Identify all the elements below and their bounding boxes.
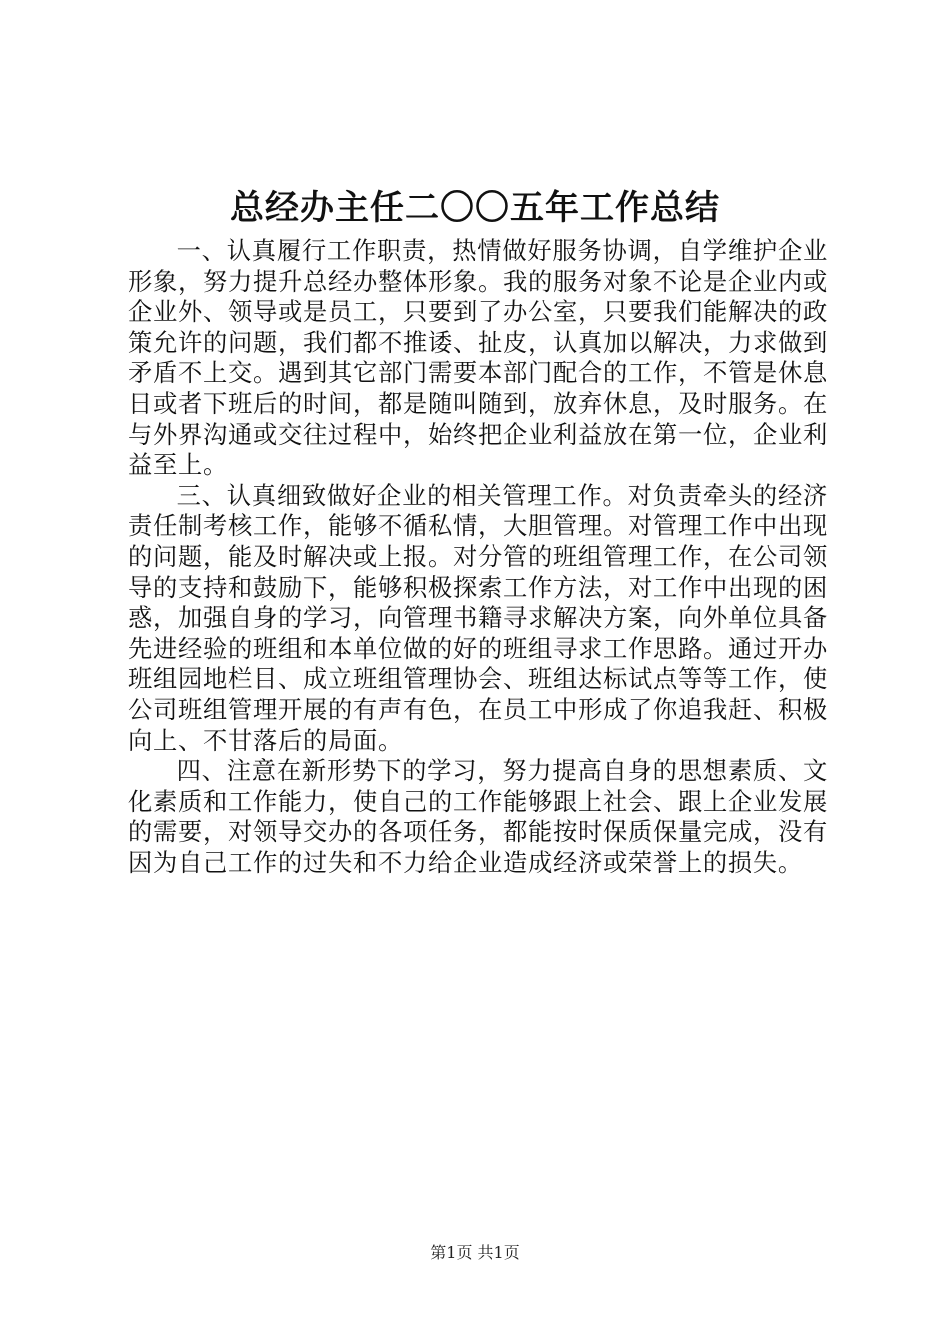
paragraph-2: 三、认真细致做好企业的相关管理工作。对负责牵头的经济责任制考核工作，能够不循私情，大胆管理。对管理工作中出现的问题，能及时解决或上报。对分管的班组管理工作，在公司领导的支持和鼓励下，能够积极探索工作方法，对工作中出现的困惑，加强自身的学习，向管理书籍寻求解决方案，向外单位具备先进经验的班组和本单位做的好的班组寻求工作思路。通过开办班组园地栏目、成立班组管理协会、班组达标试点等等工作，使公司班组管理开展的有声有色，在员工中形成了你追我赶、积极向上、不甘落后的局面。 <box>128 480 828 755</box>
paragraph-3: 四、注意在新形势下的学习，努力提高自身的思想素质、文化素质和工作能力，使自己的工作能够跟上社会、跟上企业发展的需要，对领导交办的各项任务，都能按时保质保量完成，没有因为自己工作的过失和不力给企业造成经济或荣誉上的损失。 <box>128 756 828 877</box>
document-body <box>128 236 828 878</box>
page-number-footer: 第1页 共1页 <box>430 1243 520 1262</box>
document-title: 总经办主任二〇〇五年工作总结 <box>230 188 720 228</box>
paragraph-1: 一、认真履行工作职责，热情做好服务协调，自学维护企业形象，努力提升总经办整体形象。我的服务对象不论是企业内或企业外、领导或是员工，只要到了办公室，只要我们能解决的政策允许的问题，我们都不推诿、扯皮，认真加以解决，力求做到矛盾不上交。遇到其它部门需要本部门配合的工作，不管是休息日或者下班后的时间，都是随叫随到，放弃休息，及时服务。在与外界沟通或交往过程中，始终把企业利益放在第一位，企业利益至上。 <box>128 236 828 480</box>
